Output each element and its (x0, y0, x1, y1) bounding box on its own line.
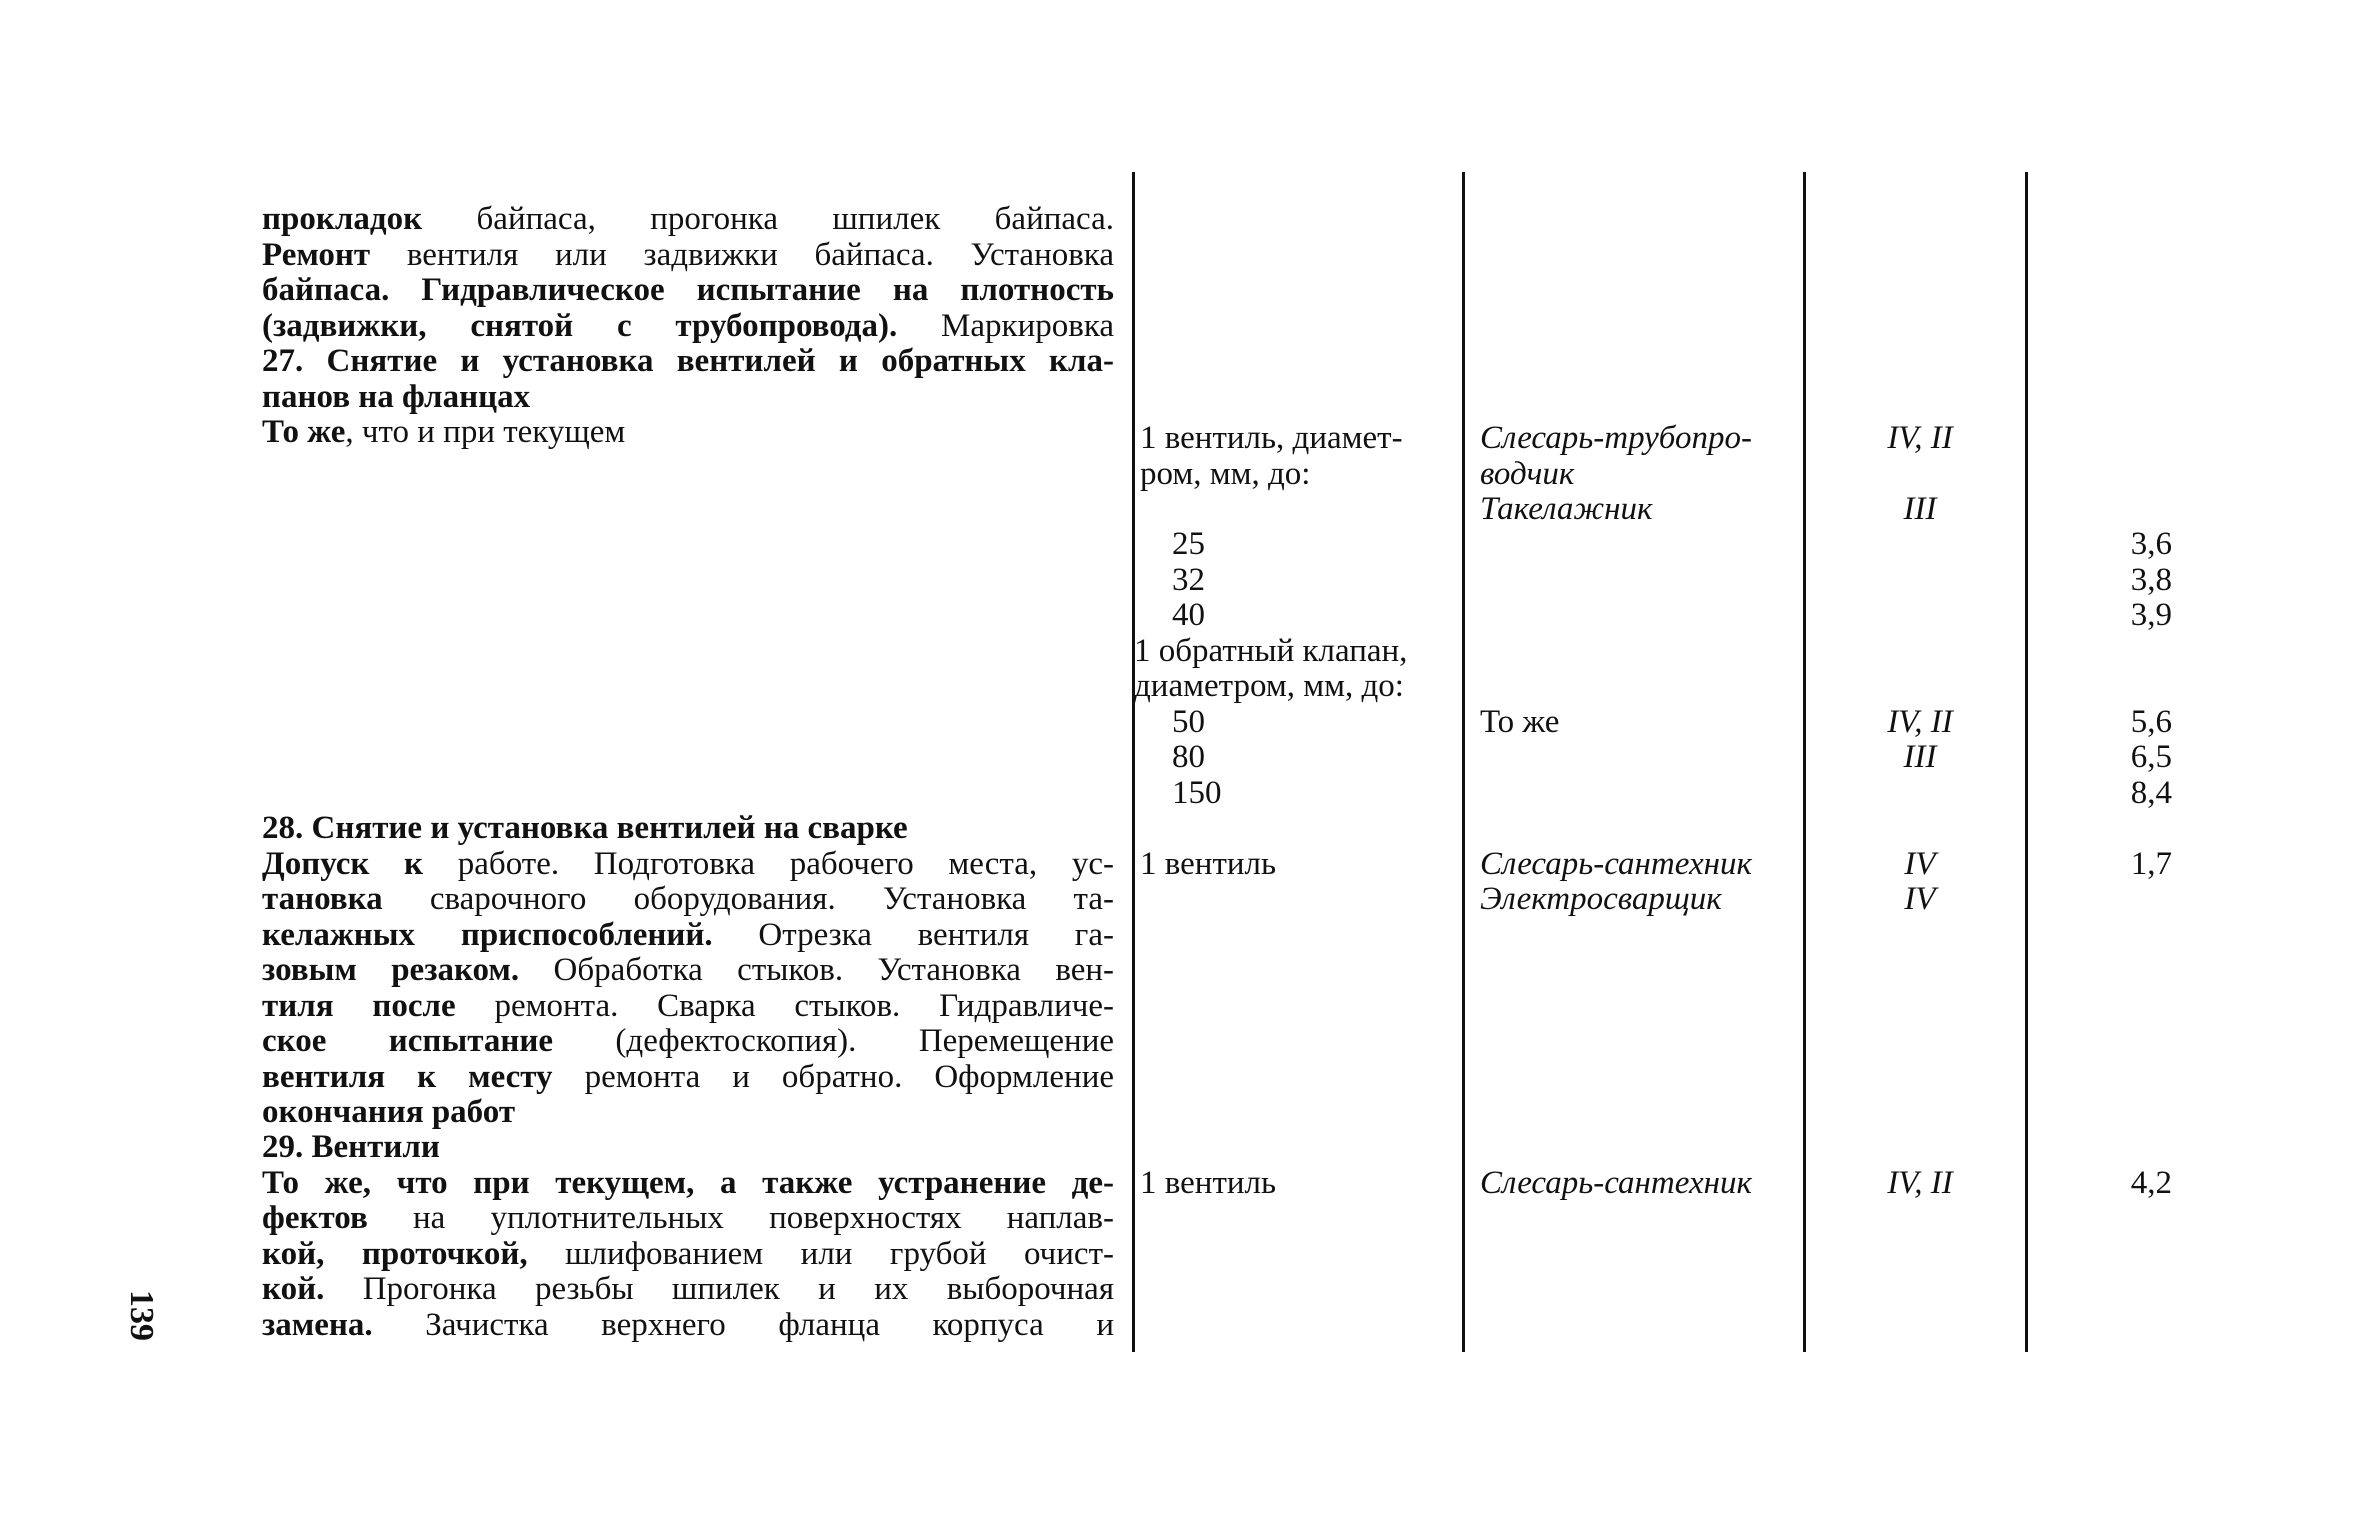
item-28-grade-1: IV (1904, 846, 1936, 882)
item-27-scope2-line1: 1 обратный клапан, (1134, 633, 1408, 669)
item-27-grade-4: III (1903, 739, 1937, 775)
item-28-scope: 1 вентиль (1140, 846, 1277, 882)
item-27-grade-1: IV, II (1887, 420, 1953, 456)
diameter-value: 150 (1172, 775, 1222, 811)
diameter-value: 40 (1172, 597, 1205, 633)
text-line: кой. Прогонка резьбы шпилек и их выборочная (262, 1271, 1114, 1307)
item-27-worker-pipefitter-line1: Слесарь-трубопро- (1480, 420, 1752, 456)
text-line: байпаса. Гидравлическое испытание на плотность (262, 272, 1114, 308)
text-line: кой, проточкой, шлифованием или грубой очист- (262, 1235, 1114, 1272)
item-27-worker-rigger: Такелажник (1480, 491, 1653, 527)
text-line: зовым резаком. Обработка стыков. Установка вен- (262, 952, 1115, 988)
item-29-worker-plumber: Слесарь-сантехник (1480, 1165, 1752, 1201)
text-line: То же, что при текущем, а также устранение де- (262, 1164, 1114, 1201)
diameter-value: 32 (1172, 562, 1205, 598)
text-line: тановка сварочного оборудования. Установка та- (262, 881, 1114, 917)
item-28-block (262, 811, 1114, 1131)
norm-value: 1,7 (2130, 846, 2172, 882)
text-line: фектов на уплотнительных поверхностях наплав- (262, 1200, 1114, 1236)
text-line: прокладок байпаса, прогонка шпилек байпаса. (262, 201, 1114, 237)
column-rule-1 (1132, 172, 1135, 1352)
norm-value: 3,8 (2130, 562, 2172, 598)
column-rule-2 (1462, 172, 1465, 1352)
norm-value: 8,4 (2130, 775, 2172, 811)
text-line: ское испытание (дефектоскопия). Перемещение (262, 1023, 1115, 1059)
item-27-scope2-line2: диаметром, мм, до: (1134, 668, 1404, 704)
item-27-grade-2: III (1903, 491, 1937, 527)
item-28-worker-welder: Электросварщик (1480, 881, 1722, 917)
item-29-block (262, 1130, 1114, 1343)
text-line: окончания работ (262, 1094, 516, 1130)
diameter-value: 80 (1172, 739, 1205, 775)
item-27-scope-line2: ром, мм, до: (1140, 456, 1311, 492)
page-number: 139 (123, 1290, 160, 1341)
text-line: вентиля к месту ремонта и обратно. Оформление (262, 1058, 1114, 1095)
text-line: Допуск к работе. Подготовка рабочего места, ус- (262, 845, 1114, 882)
item-27-grade-3: IV, II (1887, 704, 1953, 740)
item-29-heading: 29. Вентили (262, 1129, 440, 1165)
item-27-heading: 27. Снятие и установка вентилей и обратных кла- панов на фланцах (262, 343, 1114, 415)
column-rule-4 (2025, 172, 2028, 1352)
item-28-worker-plumber: Слесарь-сантехник (1480, 846, 1752, 882)
diameter-value: 50 (1172, 704, 1205, 740)
text-line: замена. Зачистка верхнего фланца корпуса и (262, 1306, 1114, 1343)
item-29-scope: 1 вентиль (1140, 1165, 1277, 1201)
norm-value: 6,5 (2130, 739, 2172, 775)
norm-value: 4,2 (2130, 1165, 2172, 1201)
text-line: тиля после ремонта. Сварка стыков. Гидравличе- (262, 987, 1114, 1024)
text-line: (задвижки, снятой с трубопровода). Маркировка (262, 307, 1114, 344)
item-27-worker-same: То же (1480, 704, 1560, 740)
norm-value: 5,6 (2130, 704, 2172, 740)
norm-value: 3,6 (2130, 526, 2172, 562)
norm-value: 3,9 (2130, 597, 2172, 633)
item-28-heading: 28. Снятие и установка вентилей на сварке (262, 810, 908, 846)
item-27-scope-line1: 1 вентиль, диамет- (1140, 420, 1403, 456)
diameter-value: 25 (1172, 526, 1205, 562)
continuation-text (262, 202, 1114, 344)
column-rule-3 (1803, 172, 1806, 1352)
text-line: келажных приспособлений. Отрезка вентиля га- (262, 916, 1114, 953)
text-line: Ремонт вентиля или задвижки байпаса. Установка (262, 236, 1114, 273)
item-27-worker-pipefitter-line2: водчик (1480, 456, 1575, 492)
item-28-grade-2: IV (1904, 881, 1936, 917)
item-27-description: То же, что и при текущем (262, 414, 626, 450)
item-29-grade: IV, II (1887, 1165, 1953, 1201)
